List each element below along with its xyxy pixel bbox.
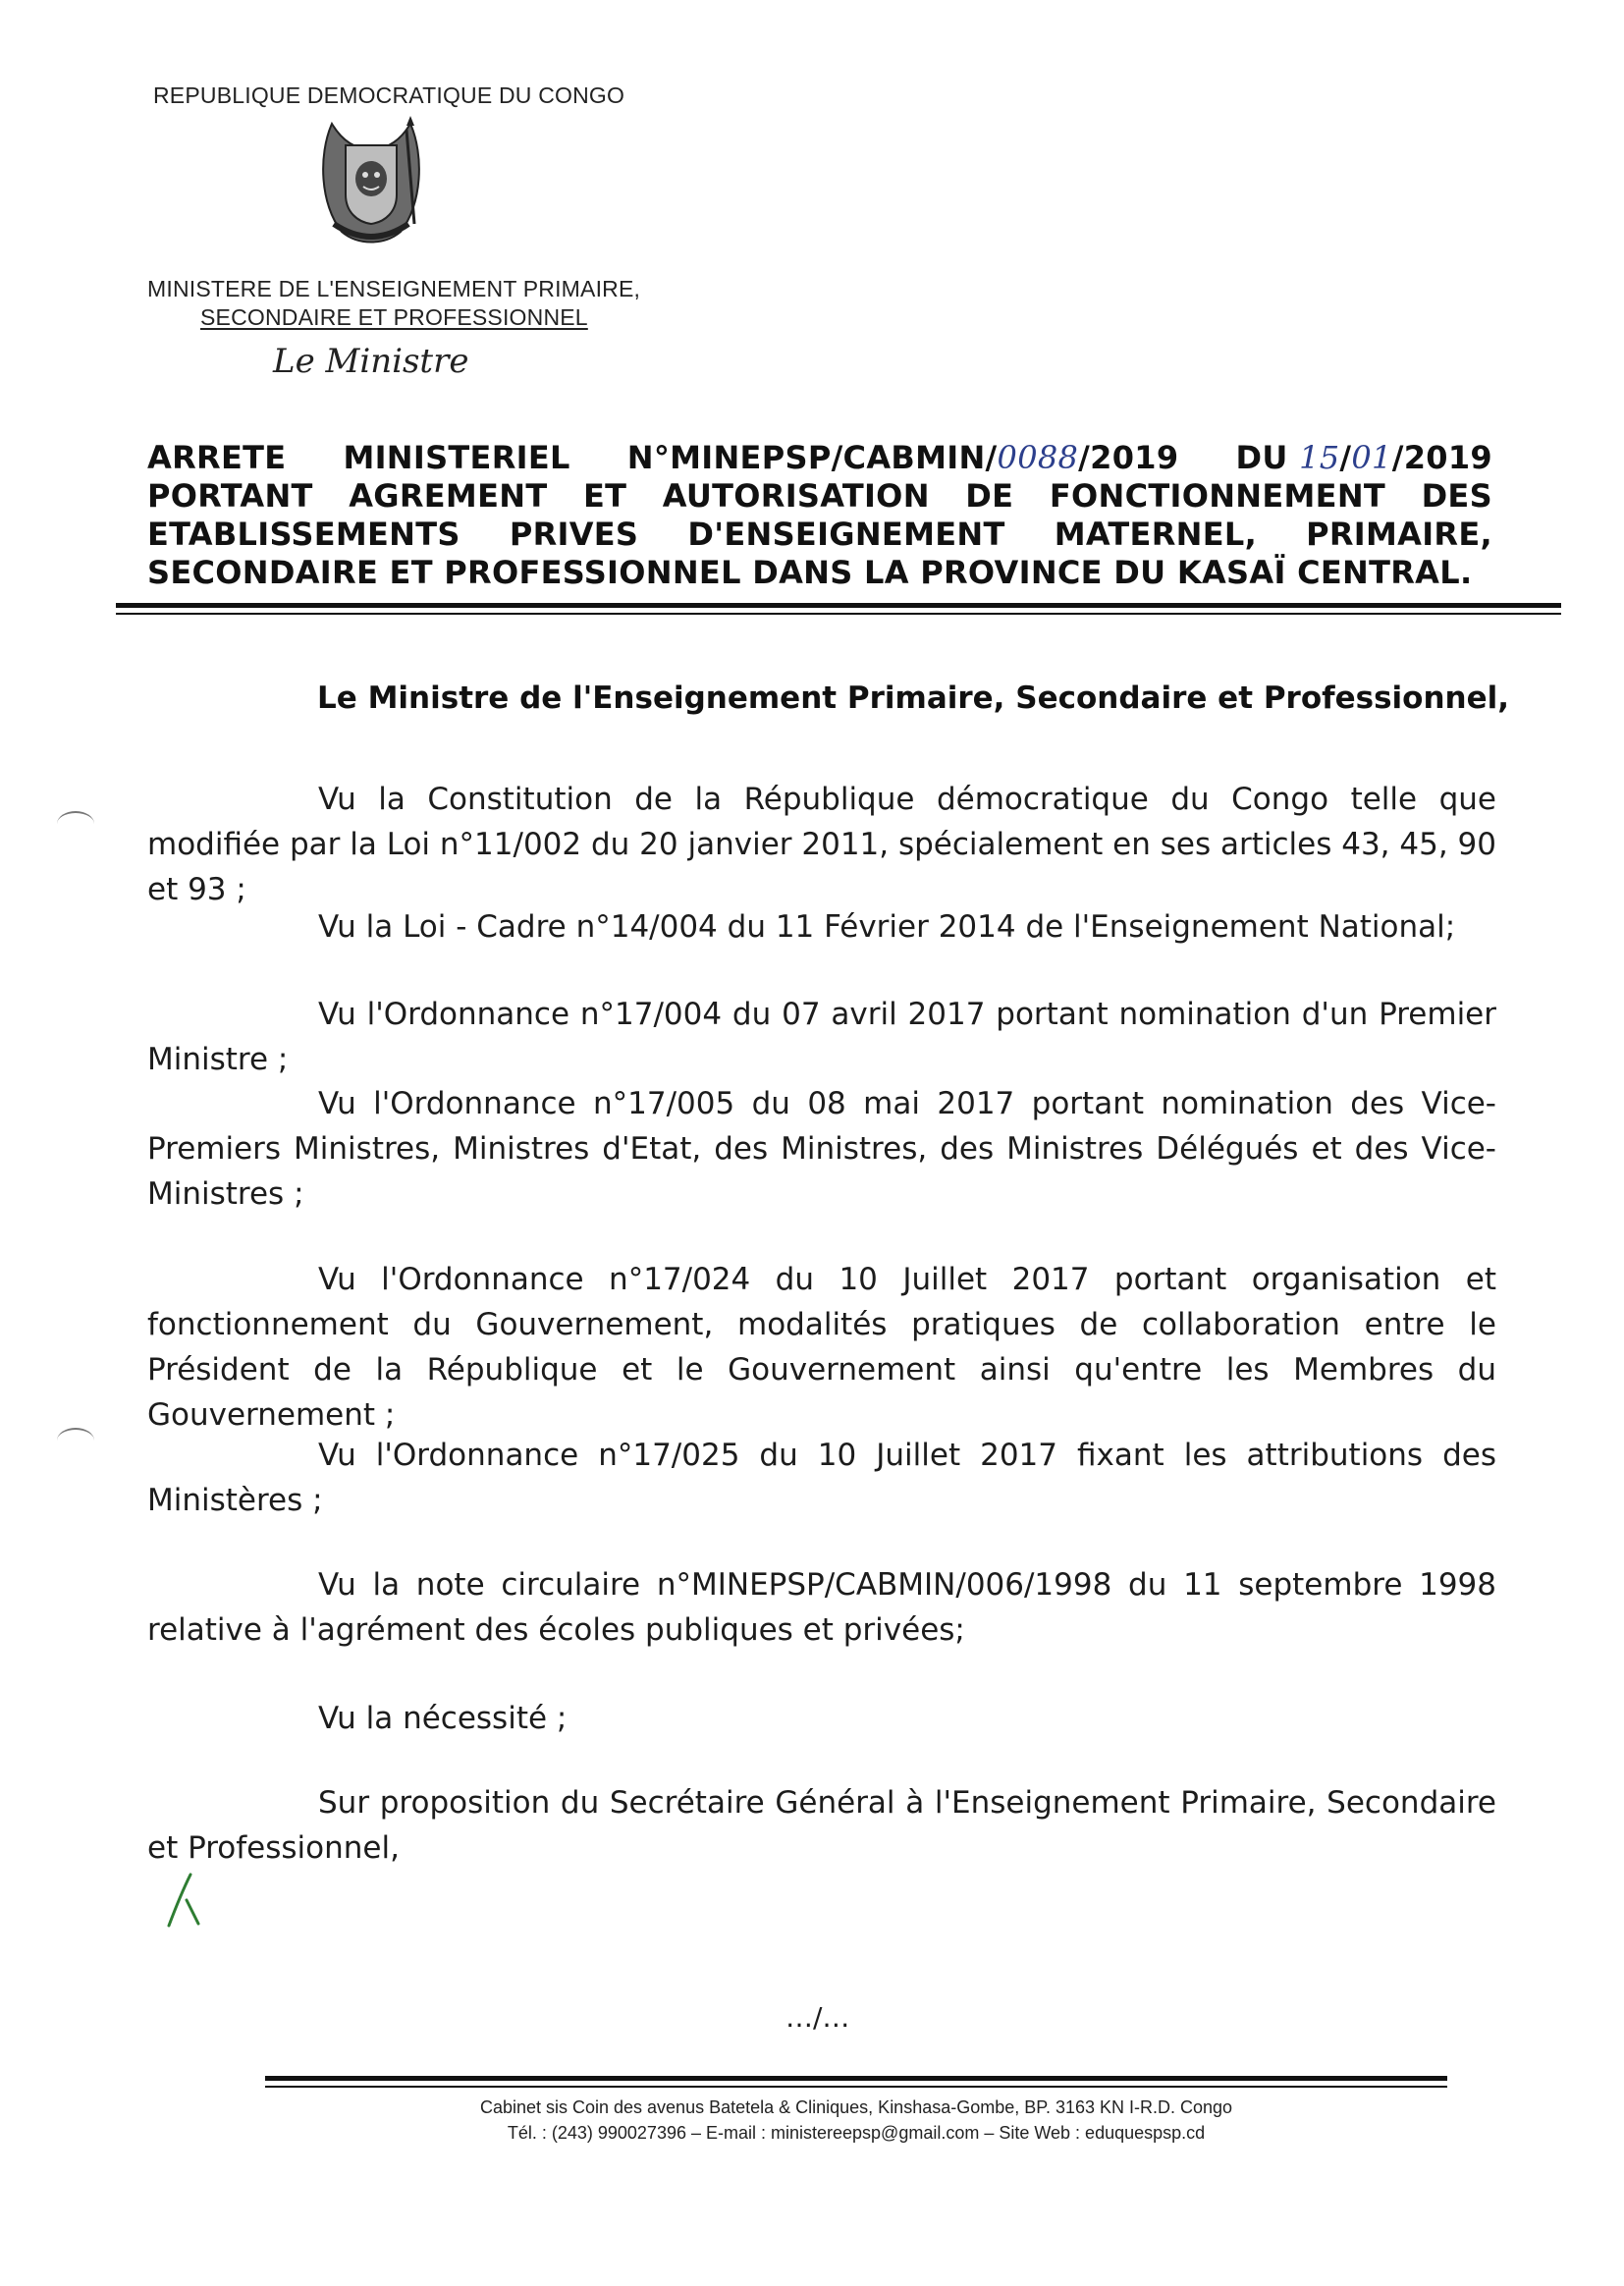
footer-rule-thin (265, 2086, 1447, 2088)
minister-script-title: Le Ministre (273, 342, 469, 381)
continuation-marker: …/… (785, 2001, 850, 2034)
footer-rule-thick (265, 2076, 1447, 2081)
decree-title-line1: ARRETE MINISTERIEL N°MINEPSP/CABMIN/0088/2019 DU 15/01/2019 (147, 439, 1492, 476)
paragraph-proposition: Sur proposition du Secrétaire Général à l'Enseignement Primaire, Secondaire et Professionnel, (147, 1785, 1496, 1866)
ministry-name-line1: MINISTERE DE L'ENSEIGNEMENT PRIMAIRE, (147, 276, 641, 301)
decree-title (147, 439, 1492, 591)
paragraph-necessite: Vu la nécessité ; (318, 1701, 568, 1736)
handwritten-month: 01 (1351, 439, 1392, 476)
decree-title-line4: SECONDAIRE ET PROFESSIONNEL DANS LA PROVINCE DU KASAÏ CENTRAL. (147, 554, 1473, 591)
decree-title-line3: ETABLISSEMENTS PRIVES D'ENSEIGNEMENT MATERNEL, PRIMAIRE, (147, 516, 1492, 553)
handwritten-day: 15 (1299, 439, 1340, 476)
paragraph-ordonnance-17-005: Vu l'Ordonnance n°17/005 du 08 mai 2017 portant nomination des Vice-Premiers Ministres, Ministres d'Etat, des Ministres, des Ministres Délégués et des Vice-Ministres ; (147, 1086, 1496, 1212)
decree-title-line2: PORTANT AGREMENT ET AUTORISATION DE FONCTIONNEMENT DES (147, 477, 1492, 515)
footer-contact: Tél. : (243) 990027396 – E-mail : ministereepsp@gmail.com – Site Web : eduquespsp.cd (507, 2123, 1206, 2143)
paragraph-note-circulaire: Vu la note circulaire n°MINEPSP/CABMIN/006/1998 du 11 septembre 1998 relative à l'agrément des écoles publiques et privées; (147, 1567, 1496, 1648)
margin-mark-bottom (57, 1428, 94, 1453)
title-rule-thick (116, 603, 1561, 608)
title-rule-thin (116, 613, 1561, 615)
paragraph-ordonnance-17-004: Vu l'Ordonnance n°17/004 du 07 avril 2017 portant nomination d'un Premier Ministre ; (147, 997, 1496, 1077)
paragraph-loi-cadre: Vu la Loi - Cadre n°14/004 du 11 Février 2014 de l'Enseignement National; (318, 909, 1456, 945)
handwritten-check-mark (165, 1871, 204, 1930)
preamble-heading: Le Ministre de l'Enseignement Primaire, Secondaire et Professionnel, (317, 680, 1510, 716)
paragraph-ordonnance-17-025: Vu l'Ordonnance n°17/025 du 10 Juillet 2017 fixant les attributions des Ministères ; (147, 1438, 1496, 1518)
margin-mark-top (57, 811, 94, 837)
paragraph-ordonnance-17-024: Vu l'Ordonnance n°17/024 du 10 Juillet 2017 portant organisation et fonctionnement du Gouvernement, modalités pratiques de collaboration entre le Président de la République et le Gouvernement ainsi qu'entre les Membres du Gouvernement ; (147, 1262, 1496, 1433)
handwritten-decree-number: 0088 (997, 439, 1079, 476)
coat-of-arms-emblem (312, 116, 430, 253)
paragraph-constitution: Vu la Constitution de la République démocratique du Congo telle que modifiée par la Loi n°11/002 du 20 janvier 2011, spécialement en ses articles 43, 45, 90 et 93 ; (147, 782, 1496, 907)
footer-address: Cabinet sis Coin des avenus Batetela & Cliniques, Kinshasa-Gombe, BP. 3163 KN I-R.D. Congo (479, 2097, 1233, 2117)
ministry-name-line2: SECONDAIRE ET PROFESSIONNEL (200, 304, 588, 330)
country-name: REPUBLIQUE DEMOCRATIQUE DU CONGO (153, 82, 625, 108)
